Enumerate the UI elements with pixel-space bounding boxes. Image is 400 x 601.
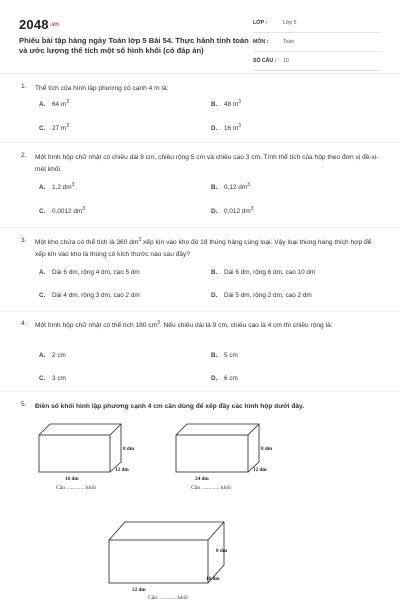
option-letter: C. (39, 375, 46, 382)
meta-class-row (253, 14, 381, 33)
option-d[interactable] (211, 122, 241, 132)
meta-subject-row (253, 33, 381, 52)
depth-label: 16 dm (206, 576, 220, 582)
option-text: 5 cm (224, 352, 238, 359)
question-text-a: Một kho chứa có thể tích là 360 dm (35, 239, 139, 246)
question-text-b: xếp kín vào kho đó 18 thùng hàng cùng loại. Vậy loại thùng hàng thích hợp để xếp kín vào kho là thùng có kích thước nào sau đây? (35, 239, 372, 258)
option-letter: A. (39, 184, 46, 191)
option-b[interactable] (211, 352, 238, 359)
option-exponent: 3 (82, 205, 85, 212)
length-label: 32 dm (132, 587, 146, 593)
option-text: Dài 5 dm, rộng 2 dm, cao 2 dm (224, 292, 312, 299)
option-a[interactable] (39, 181, 75, 191)
option-c[interactable] (39, 122, 69, 132)
question-text: Điền số khối hình lập phương cạnh 4 cm cần dùng để xếp đầy các hình hộp dưới đây. (35, 403, 305, 410)
option-c[interactable] (39, 292, 140, 299)
count-label: SỐ CÂU : (253, 58, 277, 64)
box-figure-2 (175, 422, 275, 484)
question-text: Thể tích của hình lập phương có cạnh 4 m là: (35, 85, 169, 92)
class-value: Lớp 5 (283, 20, 297, 26)
question-number: 2. (21, 152, 27, 159)
subject-label: MÔN : (253, 39, 269, 45)
option-letter: B. (211, 352, 218, 359)
length-label: 16 dm (65, 476, 79, 482)
option-b[interactable] (211, 181, 250, 191)
option-text: 0,0012 dm (52, 208, 83, 215)
option-exponent: 3 (250, 205, 254, 212)
option-exponent: 3 (238, 122, 241, 129)
figure-3-caption[interactable]: Cần ............. khối (148, 595, 188, 601)
option-exponent: 3 (71, 181, 75, 188)
option-d[interactable] (211, 375, 238, 382)
logo-suffix: .vn (49, 22, 60, 28)
option-a[interactable] (39, 98, 69, 108)
figure-1-caption[interactable]: Cần ............. khối (56, 485, 96, 491)
question-text (35, 320, 379, 332)
depth-label: 12 dm (115, 467, 129, 473)
option-letter: D. (211, 292, 218, 299)
option-d[interactable] (211, 292, 312, 299)
option-text: 16 m (224, 125, 239, 132)
box-figure-3-drawing (108, 520, 238, 595)
option-exponent: 3 (66, 98, 69, 105)
question-number: 3. (21, 237, 27, 244)
option-d[interactable] (211, 205, 254, 215)
question-divider (0, 391, 400, 392)
option-text: Dài 6 dm, rộng 4 dm, cao 5 dm (52, 269, 140, 276)
count-value: 10 (283, 58, 289, 64)
option-letter: B. (211, 184, 218, 191)
option-letter: D. (211, 208, 218, 215)
box-figure-1-drawing (38, 422, 138, 484)
worksheet-title: Phiếu bài tập hàng ngày Toán lớp 5 Bài 54. Thực hành tính toán và ước lượng thể tích một số hình khối (có đáp án) (19, 36, 249, 55)
option-letter: C. (39, 125, 46, 132)
question-number: 4. (21, 320, 27, 327)
option-text: 64 m (52, 101, 67, 108)
site-logo[interactable] (19, 17, 59, 32)
option-c[interactable] (39, 205, 85, 215)
option-text: 0,012 dm (224, 208, 251, 215)
option-letter: A. (39, 269, 46, 276)
option-letter: D. (211, 125, 218, 132)
figure-2-caption[interactable]: Cần ............. khối (191, 485, 231, 491)
option-text: 2 cm (52, 352, 66, 359)
option-text: 1,2 dm (52, 184, 72, 191)
option-letter: A. (39, 101, 46, 108)
height-label: 8 dm (216, 548, 228, 554)
logo-text: 2048 (19, 17, 49, 32)
option-text: 0,12 dm (224, 184, 248, 191)
option-c[interactable] (39, 375, 66, 382)
subject-value: Toán (283, 39, 295, 45)
question-text-a: Một hình hộp chữ nhật có thể tích 180 cm (35, 322, 158, 329)
option-a[interactable] (39, 269, 140, 276)
option-text: Dài 4 dm, rộng 3 dm, cao 2 dm (52, 292, 140, 299)
option-b[interactable] (211, 98, 241, 108)
option-text: 48 m (224, 101, 239, 108)
box-figure-1 (38, 422, 138, 484)
question-exponent: 3 (138, 236, 142, 243)
option-exponent: 3 (238, 98, 241, 105)
option-text: 27 m (52, 125, 67, 132)
option-letter: A. (39, 352, 46, 359)
question-text (35, 237, 379, 260)
meta-count-row (253, 52, 381, 71)
option-text: 6 cm (224, 375, 238, 382)
option-letter: D. (211, 375, 218, 382)
option-letter: B. (211, 101, 218, 108)
question-number: 1. (21, 83, 27, 90)
question-text-b: . Nếu chiều dài là 9 cm, chiều cao là 4 cm thì chiều rộng là: (159, 322, 333, 329)
option-a[interactable] (39, 352, 66, 359)
class-label: LỚP : (253, 20, 268, 26)
option-letter: B. (211, 269, 218, 276)
box-figure-3 (108, 520, 238, 595)
question-divider (0, 311, 400, 312)
question-divider (0, 227, 400, 228)
box-figure-2-drawing (175, 422, 275, 484)
length-label: 24 dm (195, 476, 209, 482)
question-text: Một hình hộp chữ nhật có chiều dài 8 cm, chiều rộng 5 cm và chiều cao 3 cm. Tính thể tích của hộp theo đơn vị đề-xi-mét khối. (35, 154, 379, 173)
option-exponent: 3 (66, 122, 69, 129)
height-label: 8 dm (261, 446, 273, 452)
option-letter: C. (39, 208, 46, 215)
option-text: 3 cm (52, 375, 66, 382)
header-divider (0, 73, 400, 74)
question-divider (0, 142, 400, 143)
option-letter: C. (39, 292, 46, 299)
option-exponent: 3 (247, 181, 250, 188)
question-exponent: 3 (157, 319, 160, 326)
question-number: 5. (21, 401, 27, 408)
header (19, 8, 381, 72)
option-b[interactable] (211, 269, 315, 276)
height-label: 8 dm (123, 446, 135, 452)
option-text: Dài 6 dm, rộng 6 dm, cao 10 dm (224, 269, 316, 276)
depth-label: 12 dm (253, 467, 267, 473)
meta-info (253, 14, 381, 71)
